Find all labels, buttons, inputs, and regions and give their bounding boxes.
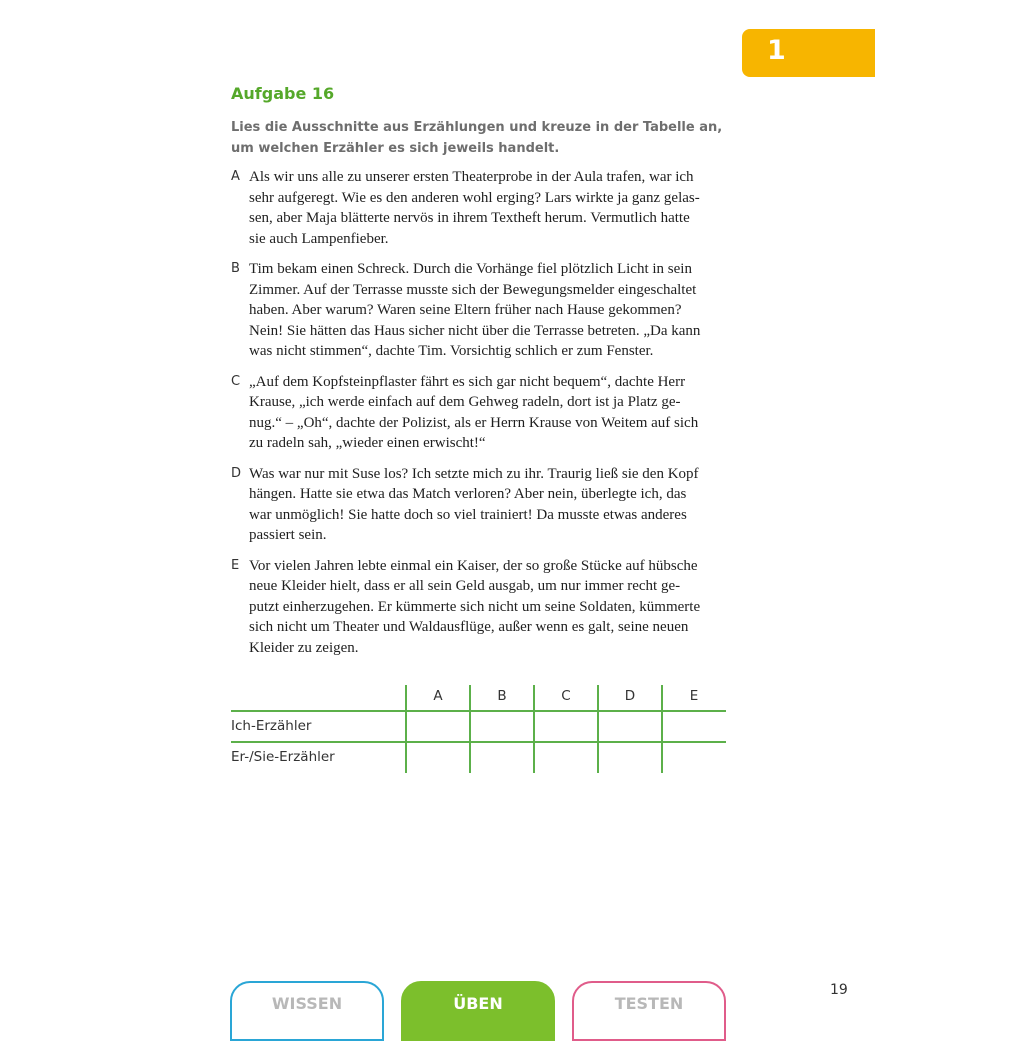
column-header-b: B (497, 688, 507, 704)
passage-letter: A (231, 169, 240, 184)
passage-b (231, 259, 731, 362)
answer-cell[interactable] (471, 712, 533, 740)
passage-letter: B (231, 261, 240, 276)
passages (231, 167, 731, 668)
instruction-line: um welchen Erzähler es sich jeweils handelt. (231, 141, 560, 156)
passage-line: nug.“ – „Oh“, dachte der Polizist, als er Herrn Krause von Weitem auf sich (249, 414, 699, 431)
passage-line: hängen. Hatte sie etwa das Match verloren? Aber nein, überlegte ich, das (249, 486, 687, 502)
column-header-c: C (561, 688, 571, 704)
passage-c (231, 372, 731, 454)
passage-line: sen, aber Maja blätterte nervös in ihrem Textheft herum. Vermutlich hatte (249, 210, 690, 226)
passage-line: sehr aufgeregt. Wie es den anderen wohl erging? Lars wirkte ja ganz gelas- (249, 189, 700, 206)
answer-cell[interactable] (599, 743, 661, 771)
passage-line: zu radeln sah, „wieder einen erwischt!“ (249, 435, 486, 451)
column-header-e: E (689, 688, 699, 704)
passage-line: sich nicht um Theater und Waldausflüge, außer wenn es galt, seine neuen (249, 619, 689, 635)
passage-line: Tim bekam einen Schreck. Durch die Vorhänge fiel plötzlich Licht in sein (249, 261, 692, 277)
passage-line: neue Kleider hielt, dass er all sein Geld ausgab, um nur immer recht ge- (249, 578, 681, 594)
passage-d (231, 464, 731, 546)
answer-cell[interactable] (535, 712, 597, 740)
answer-cell[interactable] (663, 712, 725, 740)
row-label-ich-erzaehler: Ich-Erzähler (231, 718, 312, 734)
answer-cell[interactable] (535, 743, 597, 771)
passage-line: haben. Aber warum? Waren seine Eltern früher nach Hause gekommen? (249, 302, 682, 318)
row-label-er-sie-erzaehler: Er-/Sie-Erzähler (231, 749, 335, 765)
passage-line: passiert sein. (249, 527, 327, 543)
nav-tab-testen[interactable]: TESTEN (572, 981, 726, 1041)
answer-cell[interactable] (407, 743, 469, 771)
answer-table (231, 685, 726, 773)
passage-line: Zimmer. Auf der Terrasse musste sich der Bewegungsmelder eingeschaltet (249, 281, 697, 298)
column-header-a: A (433, 688, 443, 704)
answer-cell[interactable] (663, 743, 725, 771)
task-instruction (231, 117, 723, 159)
answer-cell[interactable] (599, 712, 661, 740)
answer-cell[interactable] (471, 743, 533, 771)
page-number: 19 (830, 982, 848, 998)
passage-line: Als wir uns alle zu unserer ersten Theaterprobe in der Aula trafen, war ich (249, 169, 694, 185)
passage-letter: C (231, 373, 241, 389)
passage-line: Vor vielen Jahren lebte einmal ein Kaiser, der so große Stücke auf hübsche (249, 557, 698, 574)
passage-line: Kleider zu zeigen. (249, 639, 359, 656)
answer-cell[interactable] (407, 712, 469, 740)
passage-line: was nicht stimmen“, dachte Tim. Vorsichtig schlich er zum Fenster. (249, 343, 654, 359)
passage-e (231, 556, 731, 659)
chapter-number: 1 (767, 35, 786, 66)
passage-letter: D (231, 465, 242, 481)
column-header-d: D (624, 688, 636, 704)
passage-line: Krause, „ich werde einfach auf dem Gehweg radeln, dort ist ja Platz ge- (249, 394, 681, 410)
passage-line: putzt einherzugehen. Er kümmerte sich nicht um seine Soldaten, kümmerte (249, 598, 701, 615)
passage-letter: E (231, 557, 240, 573)
nav-tab-wissen[interactable]: WISSEN (230, 981, 384, 1041)
passage-line: „Auf dem Kopfsteinpflaster fährt es sich gar nicht bequem“, dachte Herr (249, 373, 686, 390)
passage-line: Nein! Sie hätten das Haus sicher nicht über die Terrasse betreten. „Da kann (249, 322, 701, 339)
passage-line: sie auch Lampenfieber. (249, 230, 389, 247)
chapter-tab (742, 29, 875, 77)
instruction-line: Lies die Ausschnitte aus Erzählungen und kreuze in der Tabelle an, (231, 120, 723, 135)
passage-a (231, 167, 731, 249)
nav-tab-ueben[interactable]: ÜBEN (401, 981, 555, 1041)
task-title: Aufgabe 16 (231, 84, 335, 103)
passage-line: war unmöglich! Sie hatte doch so viel trainiert! Da musste etwas anderes (249, 506, 687, 523)
passage-line: Was war nur mit Suse los? Ich setzte mich zu ihr. Traurig ließ sie den Kopf (249, 465, 699, 482)
